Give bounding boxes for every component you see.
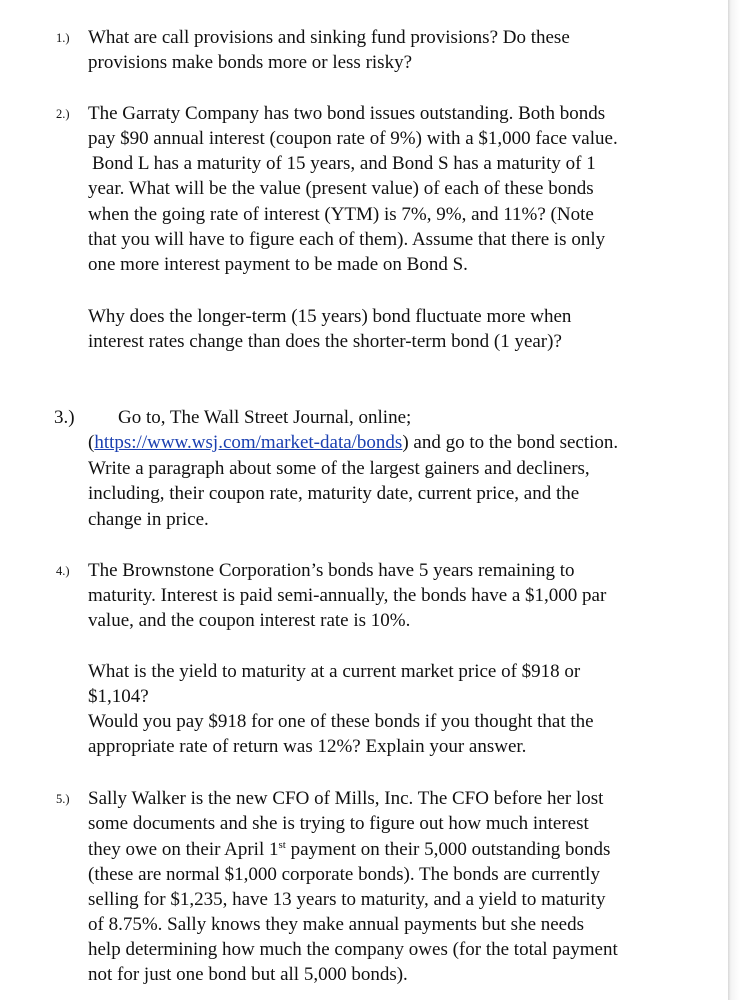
question-5-line: selling for $1,235, have 13 years to maturity, and a yield to maturity [88, 889, 606, 910]
question-5-line: not for just one bond but all 5,000 bonds). [88, 964, 408, 985]
question-2-line: one more interest payment to be made on Bond S. [88, 254, 468, 275]
question-4-followup-line: What is the yield to maturity at a current market price of $918 or [88, 661, 581, 682]
question-2-followup-line: Why does the longer-term (15 years) bond fluctuate more when [88, 306, 572, 327]
question-5-line: help determining how much the company owes (for the total payment [88, 939, 618, 960]
question-4-followup-line: appropriate rate of return was 12%? Explain your answer. [88, 736, 527, 757]
ordinal-superscript: st [278, 839, 286, 851]
question-3-number: 3.) [54, 407, 75, 428]
question-3-line: change in price. [88, 509, 209, 530]
question-5-line: some documents and she is trying to figure out how much interest [88, 813, 589, 834]
question-4-number: 4.) [56, 564, 70, 578]
question-1-line: What are call provisions and sinking fund provisions? Do these [88, 27, 570, 48]
question-4-followup-line: $1,104? [88, 686, 149, 707]
question-5-line: of 8.75%. Sally knows they make annual payments but she needs [88, 914, 585, 935]
question-5-line: (these are normal $1,000 corporate bonds). The bonds are currently [88, 864, 600, 885]
question-5-line: Sally Walker is the new CFO of Mills, Inc. The CFO before her lost [88, 788, 604, 809]
question-5-number: 5.) [56, 792, 70, 806]
question-4-line: maturity. Interest is paid semi-annually, the bonds have a $1,000 par [88, 585, 607, 606]
line-part: payment on their 5,000 outstanding bonds [285, 839, 611, 860]
question-2-number: 2.) [56, 107, 70, 121]
question-1-number: 1.) [56, 31, 70, 45]
question-5-line-with-superscript [88, 837, 610, 863]
question-2-line: year. What will be the value (present value) of each of these bonds [88, 178, 594, 199]
question-3-line: Go to, The Wall Street Journal, online; [118, 407, 412, 428]
question-2-line: Bond L has a maturity of 15 years, and Bond S has a maturity of 1 [92, 153, 596, 174]
wsj-bonds-link[interactable]: https://www.wsj.com/market-data/bonds [94, 432, 403, 453]
question-2-line: pay $90 annual interest (coupon rate of 9%) with a $1,000 face value. [88, 128, 618, 149]
question-3-line: Write a paragraph about some of the largest gainers and decliners, [88, 458, 590, 479]
question-4-line: The Brownstone Corporation’s bonds have 5 years remaining to [88, 560, 575, 581]
question-4-followup-line: Would you pay $918 for one of these bonds if you thought that the [88, 711, 594, 732]
question-2-followup-line: interest rates change than does the shorter-term bond (1 year)? [88, 331, 562, 352]
line-part: they owe on their April 1 [88, 839, 279, 860]
question-3-line-with-link [88, 430, 618, 456]
question-2-line: The Garraty Company has two bond issues outstanding. Both bonds [88, 103, 606, 124]
paren-open: ( [88, 432, 95, 453]
question-2-line: that you will have to figure each of them). Assume that there is only [88, 229, 606, 250]
question-4-line: value, and the coupon interest rate is 10%. [88, 610, 411, 631]
question-3-line: including, their coupon rate, maturity date, current price, and the [88, 483, 580, 504]
question-2-line: when the going rate of interest (YTM) is 7%, 9%, and 11%? (Note [88, 204, 594, 225]
question-3-line-rest: ) and go to the bond section. [402, 432, 619, 453]
question-1-line: provisions make bonds more or less risky? [88, 52, 413, 73]
page-edge-shadow [728, 0, 740, 1000]
